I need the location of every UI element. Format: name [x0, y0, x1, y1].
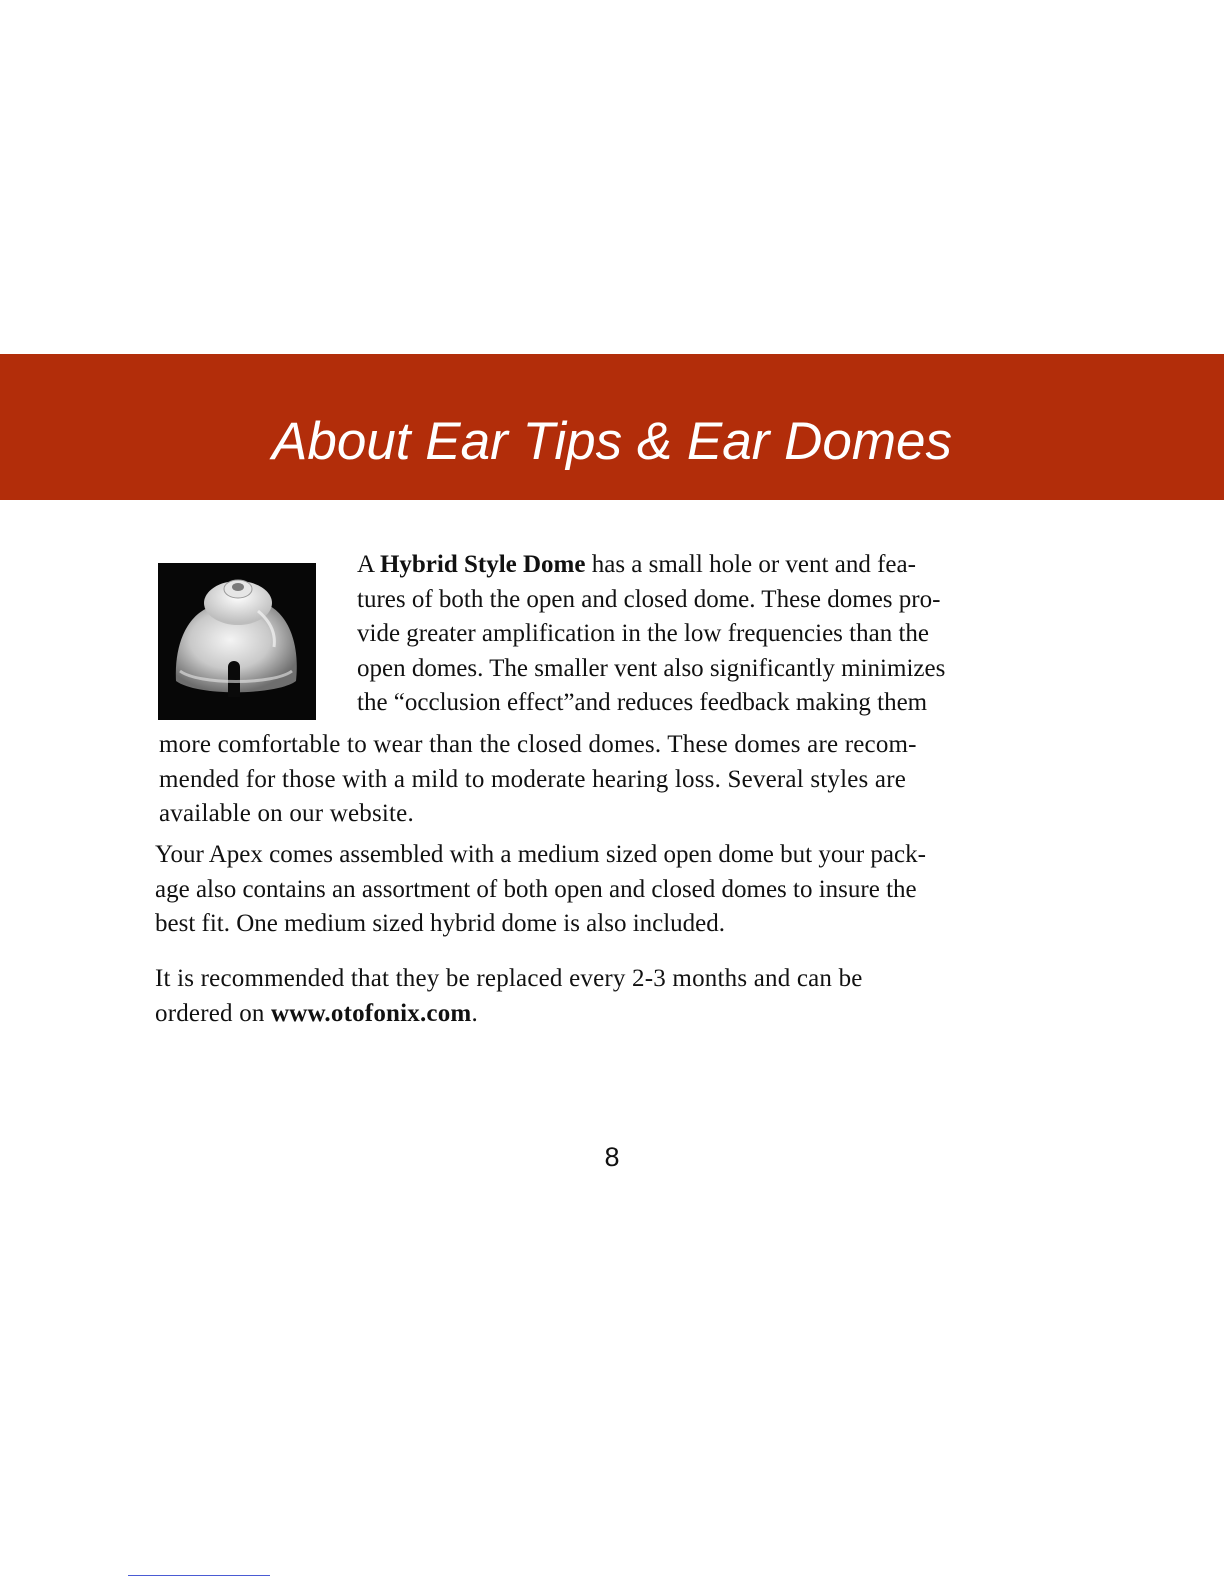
hybrid-dome-line-4: open domes. The smaller vent also significantly minimizes	[357, 654, 946, 682]
hybrid-dome-icon	[158, 563, 316, 720]
footnote-divider	[128, 1575, 270, 1576]
hybrid-dome-line-2: tures of both the open and closed dome. These domes pro-	[357, 585, 941, 613]
hybrid-dome-line-5: the “occlusion effect”and reduces feedback making them	[357, 689, 928, 716]
replacement-line-2: ordered on www.otofonix.com.	[155, 999, 478, 1027]
hybrid-dome-line-1: A Hybrid Style Dome has a small hole or vent and fea-	[357, 551, 916, 578]
assembly-paragraph	[155, 838, 926, 942]
assembly-line-3: best fit. One medium sized hybrid dome is also included.	[155, 910, 726, 937]
replacement-line-1: It is recommended that they be replaced every 2-3 months and can be	[155, 965, 863, 992]
hybrid-dome-line-6: more comfortable to wear than the closed domes. These domes are recom-	[159, 731, 917, 758]
page-number: 8	[604, 1142, 620, 1172]
hybrid-dome-line-8: available on our website.	[159, 800, 414, 827]
replacement-paragraph	[155, 962, 863, 1031]
hybrid-dome-photo	[158, 563, 316, 720]
assembly-line-2: age also contains an assortment of both open and closed domes to insure the	[155, 875, 917, 903]
website-link[interactable]: www.otofonix.com	[271, 999, 472, 1027]
page-title: About Ear Tips & Ear Domes	[272, 412, 952, 471]
hybrid-dome-line-7: mended for those with a mild to moderate hearing loss. Several styles are	[159, 765, 907, 793]
assembly-line-1: Your Apex comes assembled with a medium sized open dome but your pack-	[155, 841, 926, 868]
hybrid-dome-paragraph	[357, 548, 945, 721]
hybrid-style-dome-term: Hybrid Style Dome	[379, 551, 586, 578]
hybrid-dome-paragraph-continued	[159, 728, 917, 832]
hybrid-dome-line-3: vide greater amplification in the low frequencies than the	[357, 620, 929, 647]
